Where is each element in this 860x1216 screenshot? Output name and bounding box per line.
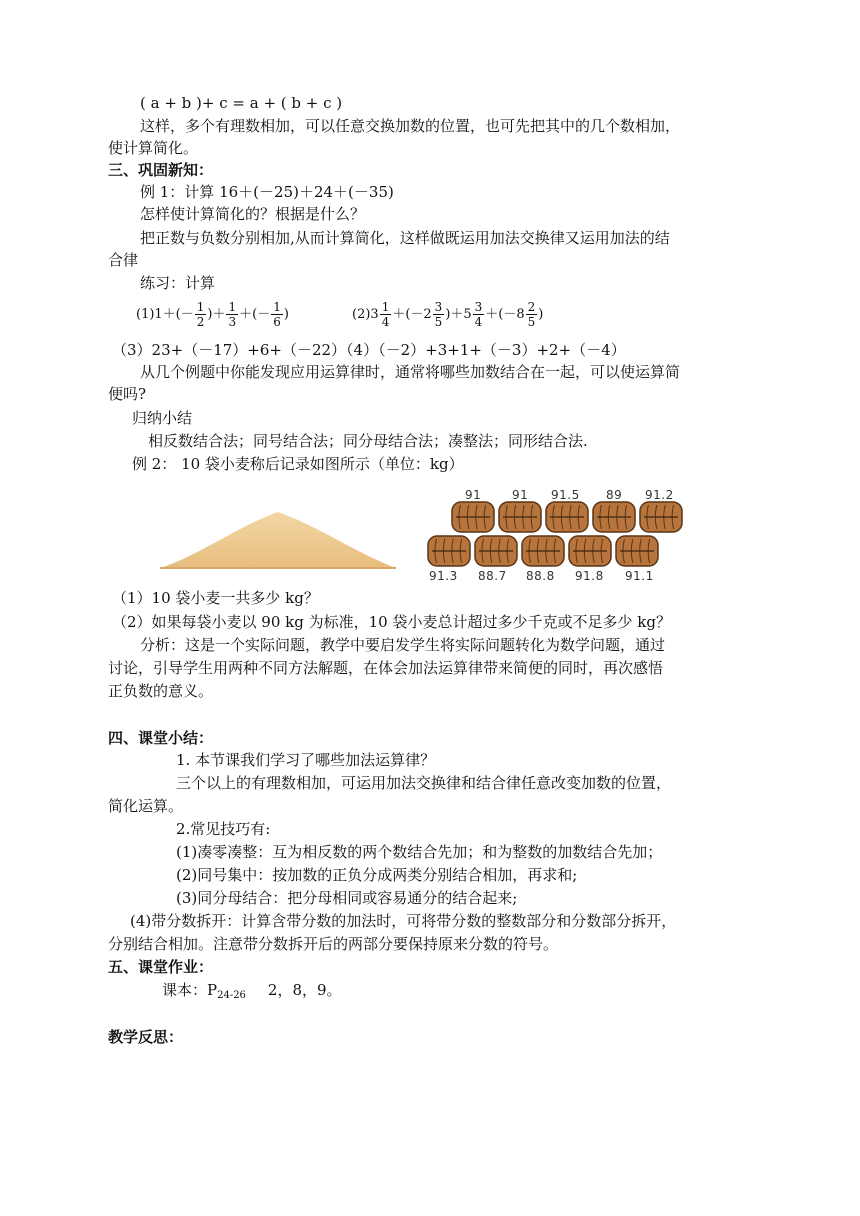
- fraction: $\frac{2}{5}$: [527, 300, 536, 329]
- wheat-sack-bottom-1: [428, 536, 470, 566]
- bag-weight-top-5: 91.2: [645, 488, 674, 502]
- intro-line-2: 使计算简化。: [108, 139, 199, 157]
- summary-item-1: 1. 本节课我们学习了哪些加法运算律？: [176, 751, 436, 769]
- intro-line-1: 这样，多个有理数相加，可以任意交换加数的位置，也可先把其中的几个数相加，: [140, 117, 681, 135]
- bag-weight-bottom-5: 91.1: [625, 569, 654, 583]
- wheat-sack-top-5: [640, 502, 682, 532]
- example2: 例 2： 10 袋小麦称后记录如图所示（单位：kg）: [132, 455, 464, 473]
- wheat-sack-top-4: [593, 502, 635, 532]
- tip-4-line-2: 分别结合相加。注意带分数拆开后的两部分要保持原来分数的符号。: [108, 935, 559, 953]
- reflection-heading: 教学反思：: [108, 1028, 184, 1046]
- practice-problem-2: (2)3 $\frac{1}{4}$ ＋(－2 $\frac{3}{5}$ )＋5 $\frac{3}{4}$ ＋(－8 $\frac{2}{5}$ ): [352, 300, 544, 329]
- fraction: $\frac{1}{6}$: [273, 300, 281, 329]
- summary-text: 相反数结合法；同号结合法；同分母结合法；凑整法；同形结合法.: [148, 432, 588, 450]
- section5-heading: 五、课堂作业：: [108, 958, 214, 976]
- bag-weight-bottom-4: 91.8: [575, 569, 604, 583]
- summary-item-1-answer-line-2: 简化运算。: [108, 797, 184, 815]
- question-1: （1）10 袋小麦一共多少 kg？: [112, 589, 319, 607]
- law-formula: ( a + b )+ c = a + ( b + c ): [140, 94, 343, 112]
- bag-weight-bottom-1: 91.3: [429, 569, 458, 583]
- section3-heading: 三、巩固新知：: [108, 161, 214, 179]
- analysis-line-2: 讨论，引导学生用两种不同方法解题，在体会加法运算律带来简便的同时，再次感悟: [108, 659, 664, 677]
- wheat-pile-image: [158, 506, 398, 570]
- practice-problem-1: (1)1＋(－ $\frac{1}{2}$ )＋ $\frac{1}{3}$ ＋(－ $\frac{1}{6}$ ): [136, 300, 289, 329]
- wheat-sack-top-3: [546, 502, 588, 532]
- wheat-sack-bottom-3: [522, 536, 564, 566]
- tip-4-line-1: (4)带分数拆开：计算含带分数的加法时，可将带分数的整数部分和分数部分拆开，: [130, 912, 677, 930]
- fraction: $\frac{1}{3}$: [228, 300, 237, 329]
- wheat-sack-bottom-4: [569, 536, 611, 566]
- practice-problem-3-4: （3）23+（－17）+6+（－22）（4）（－2）+3+1+（－3）+2+（－4）: [112, 341, 626, 359]
- analysis-line-1: 分析：这是一个实际问题，教学中要启发学生将实际问题转化为数学问题，通过: [140, 636, 666, 654]
- example1-answer-line-1: 把正数与负数分别相加,从而计算简化，这样做既运用加法交换律又运用加法的结: [140, 229, 670, 247]
- bag-weight-top-4: 89: [606, 488, 623, 502]
- wheat-sack-top-1: [452, 502, 494, 532]
- example1: 例 1：计算 16＋(－25)＋24＋(－35): [140, 183, 394, 201]
- tip-1: (1)凑零凑整：互为相反数的两个数结合先加；和为整数的加数结合先加；: [176, 843, 663, 861]
- bag-weight-bottom-2: 88.7: [478, 569, 507, 583]
- wheat-sack-top-2: [499, 502, 541, 532]
- fraction: $\frac{1}{2}$: [196, 300, 205, 329]
- homework: 课本：$P_{24-26}$ 2，8，9。: [162, 981, 342, 1001]
- fraction: $\frac{1}{4}$: [381, 300, 390, 329]
- discover-line-1: 从几个例题中你能发现应用运算律时，通常将哪些加数结合在一起，可以使运算简: [140, 363, 681, 381]
- bag-weight-bottom-3: 88.8: [526, 569, 555, 583]
- tip-2: (2)同号集中：按加数的正负分成两类分别结合相加，再求和;: [176, 866, 578, 884]
- example1-answer-line-2: 合律: [108, 251, 139, 269]
- summary-item-2: 2.常见技巧有:: [176, 820, 271, 838]
- summary-label: 归纳小结: [132, 409, 193, 427]
- fraction: $\frac{3}{4}$: [474, 300, 483, 329]
- summary-item-1-answer-line-1: 三个以上的有理数相加，可运用加法交换律和结合律任意改变加数的位置，: [176, 774, 672, 792]
- fraction: $\frac{3}{5}$: [434, 300, 443, 329]
- bag-weight-top-3: 91.5: [551, 488, 580, 502]
- analysis-line-3: 正负数的意义。: [108, 682, 214, 700]
- section4-heading: 四、课堂小结：: [108, 729, 214, 747]
- wheat-sack-bottom-2: [475, 536, 517, 566]
- wheat-sack-bottom-5: [616, 536, 658, 566]
- practice-label: 练习：计算: [140, 274, 216, 292]
- bag-weight-top-2: 91: [512, 488, 529, 502]
- discover-line-2: 便吗?: [108, 385, 147, 403]
- tip-3: (3)同分母结合：把分母相同或容易通分的结合起来;: [176, 889, 518, 907]
- question-2: （2）如果每袋小麦以 90 kg 为标准，10 袋小麦总计超过多少千克或不足多少 kg？: [112, 613, 671, 631]
- bag-weight-top-1: 91: [465, 488, 482, 502]
- example1-question: 怎样使计算简化的？根据是什么？: [140, 205, 366, 223]
